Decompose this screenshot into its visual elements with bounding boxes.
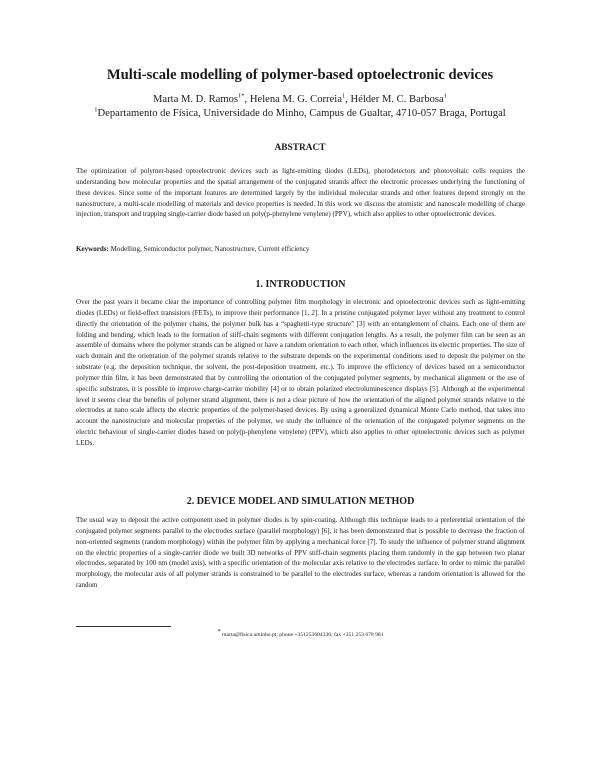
section-body-device-model: The usual way to deposit the active component used in polymer diodes is by spin-coating. Although this technique leads to a preferential orientation of the conjugated polymer segments parallel to the electrodes surface (parallel morphology) [6], it has been demonstrated that is possible to decrease the fraction of non-oriented segments (random morphology) within the polymer film by applying a mechanical force [7]. To study the influence of polymer strand alignment on the electric properties of a single-carrier diode we built 3D networks of PPV stiff-chain segments placing them randomly in the gap between two planar electrodes, separated by 100 nm (model axis), with a specific orientation of the molecular axis relative to the electrodes surface. In order to mimic the parallel morphology, the molecular axis of all polymer strands is constrained to be parallel to the electrodes surface, whereas a random orientation is allowed for the random	[76, 516, 525, 590]
abstract-text: The optimization of polymer-based optoelectronic devices such as light-emitting diodes (LEDs), photodetectors and photovoltaic cells requires the understanding how molecular properties and the spatial arrangement of the conjugated strands affect the electronic processes underlying the functioning of these devices. Since some of the important features are determined largely by the individual molecular strands and other features depend strongly on the nanostructure, a multi-scale modelling of materials and device properties is needed. In this work we discuss the atomistic and nanoscale modelling of charge injection, transport and trapping single-carrier diode based on poly(p-phenylene venylene) (PPV), which also applies to other optoelectronic devices.	[76, 167, 525, 219]
affiliation-text: Departamento de Física, Universidade do Minho, Campus de Gualtar, 4710-057 Braga, Portugal	[97, 108, 506, 119]
keywords-text: Modelling, Semiconductor polymer, Nanostructure, Current efficiency	[108, 245, 310, 253]
footnote-divider	[76, 626, 171, 627]
section-heading-introduction: 1. INTRODUCTION	[255, 279, 346, 290]
author-affiliation-mark: 1	[341, 92, 346, 100]
author-separator: ,	[244, 94, 250, 105]
keywords-label: Keywords:	[76, 245, 109, 253]
author-separator: ,	[345, 94, 351, 105]
author-affiliation-mark: 1*	[238, 92, 245, 100]
footnote-mark: *	[217, 628, 221, 636]
author-name: Hélder M. C. Barbosa	[350, 94, 444, 105]
affiliation	[40, 107, 560, 120]
footnote-contact: marta@fisica.uminho.pt; phone +351253604330; fax +351 253 678 981	[220, 632, 384, 638]
paper-title: Multi-scale modelling of polymer-based optoelectronic devices	[106, 67, 494, 83]
author-list	[40, 93, 560, 106]
author-name: Helena M. G. Correia	[249, 94, 342, 105]
author-affiliation-mark: 1	[443, 92, 447, 100]
section-body-introduction: Over the past years it became clear the importance of controlling polymer film morphology in electronic and optoelectronic devices such as light-emitting diodes (LEDs) or field-effect transistors (FETs), to improve their performance [1, 2]. In a pristine conjugated polymer layer without any treatment to control directly the orientation of the polymer chains, the polymer bulk has a “spaghetti-type structure” [3] with an entanglement of chains. Each one of them are folding and bending, which leads to the formation of stiff-chain segments with different conjugation lengths. As a result, the polymer film can be seen as an assemble of domains where the polymer strands can be aligned or have a random orientation to each other, which influences its electric properties. The size of each domain and the orientation of the polymer strands relative to the substrate depends on the experimental conditions used to deposit the polymer on the substrate (e.g. the deposition technique, the solvent, the post-deposition treatment, etc.). To improve the efficiency of devices based on a semiconductor polymer thin film, it has been demonstrated that by controlling the orientation of the conjugated polymer segments, by mechanical alignment or the use of specific substrates, it is possible to improve charge-carrier mobility [4] or to obtain polarized electroluminescence displays [5]. Although at the experimental level it seems clear the benefits of polymer strand alignment, there is not a clear picture of how the orientation of the aligned polymer strands relative to the electrodes at nano scale affects the electric properties of the polymer-based devices. By using a generalized dynamical Monte Carlo method, that takes into account the nanostructure and molecular properties of the polymer, we study the influence of the orientation of the conjugated polymer segments on the electric behaviour of single-carrier diodes based on poly(p-phenylene venylene) (PPV), which also applies to other optoelectronic devices such as polymer LEDs.	[76, 298, 525, 447]
section-heading-device-model: 2. DEVICE MODEL AND SIMULATION METHOD	[186, 496, 415, 507]
keywords	[76, 244, 525, 255]
footnote	[76, 628, 525, 639]
abstract-heading: ABSTRACT	[274, 143, 326, 153]
author-name: Marta M. D. Ramos	[153, 94, 239, 105]
affiliation-mark: 1	[94, 106, 98, 114]
